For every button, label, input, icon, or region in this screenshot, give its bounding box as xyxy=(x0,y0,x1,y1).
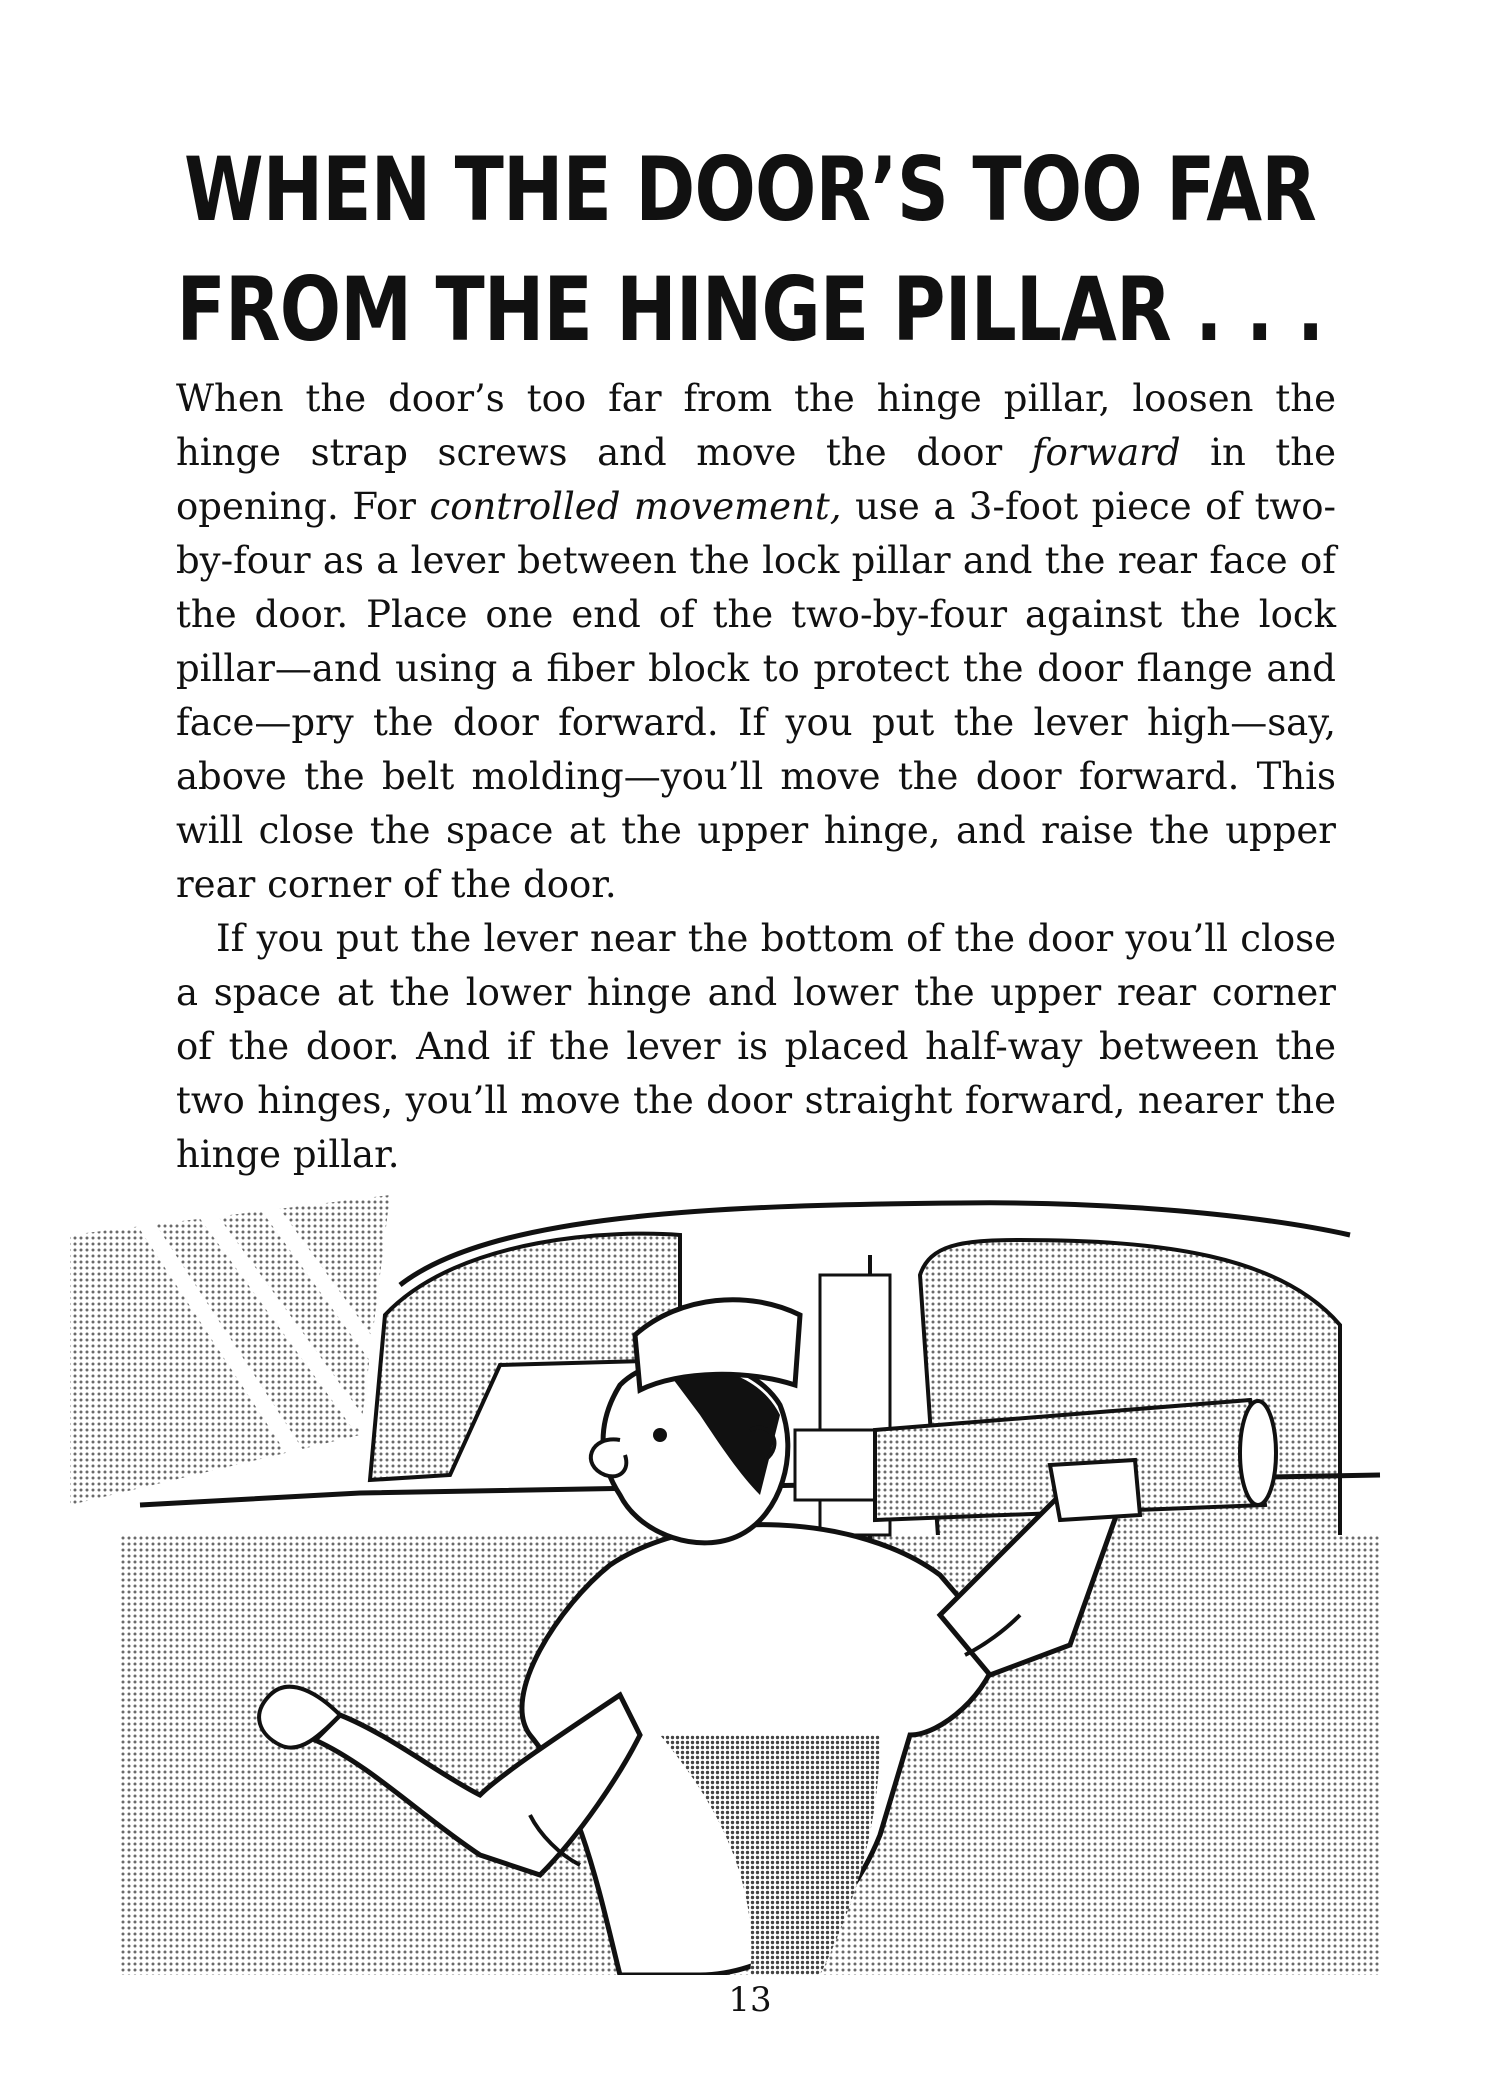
paragraph-1-rest: use a 3-foot piece of two-by-four as a lever between the lock pillar and the rear face of the door. Place one end of the two-by-four against the lock pillar—and using a fiber block to protect the door flange and face—pry the door forward. If you put the lever high—say, above the belt molding—you’ll move the door forward. This will close the space at the upper hinge, and raise the upper rear corner of the door. xyxy=(176,485,1336,906)
emphasis-controlled-movement: controlled movement, xyxy=(429,485,842,528)
emphasis-forward: forward xyxy=(1031,431,1181,474)
mechanic-illustration xyxy=(60,1175,1390,1975)
mechanic-right-hand xyxy=(1050,1460,1140,1520)
paragraph-1 xyxy=(176,372,1336,912)
fiber-block xyxy=(795,1430,875,1500)
page-title-line-1: WHEN THE DOOR’S TOO FAR xyxy=(183,138,1317,241)
page-title-line-2: FROM THE HINGE PILLAR . . . xyxy=(176,258,1324,361)
paragraph-1-intro: When the door’s too far from the hinge pillar, loosen the hinge strap screws and move the door xyxy=(176,377,1336,474)
mechanic-eye xyxy=(653,1428,667,1442)
page-number: 13 xyxy=(728,1980,772,2020)
mechanic-nose xyxy=(591,1439,626,1476)
paragraph-1-middle: in the opening. For xyxy=(176,431,1336,528)
paragraph-2: If you put the lever near the bottom of the door you’ll close a space at the lower hinge and lower the upper rear corner of the door. And if the lever is placed half-way between the two hinges, you’ll move the door straight forward, nearer the hinge pillar. xyxy=(176,917,1336,1176)
lever-end xyxy=(1240,1401,1276,1505)
body-text xyxy=(176,372,1336,1182)
